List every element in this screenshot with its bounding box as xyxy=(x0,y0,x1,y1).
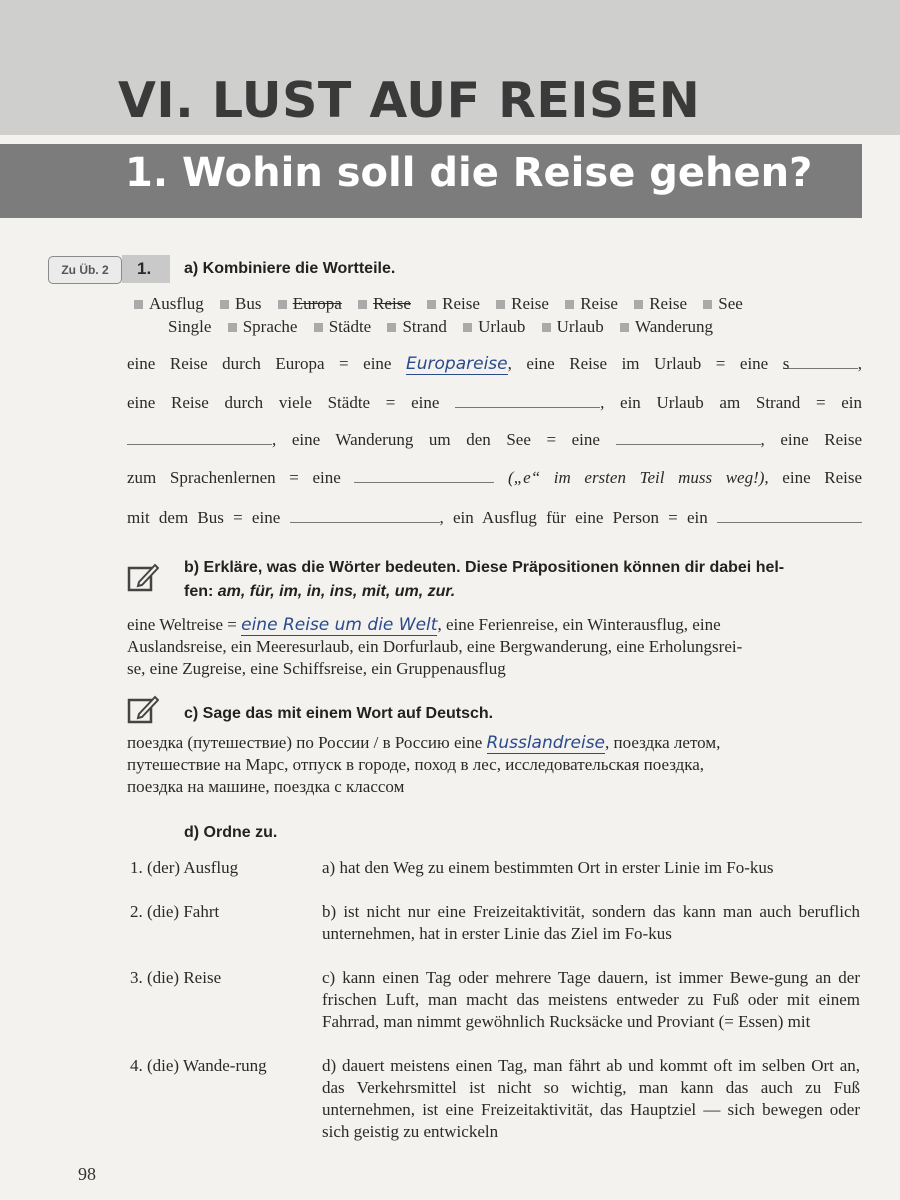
word: Bus xyxy=(235,294,262,313)
word: Urlaub xyxy=(478,317,526,336)
part-a-heading: a) Kombiniere die Wortteile. xyxy=(184,260,396,277)
handwritten-answer: eine Reise um die Welt xyxy=(241,615,438,635)
word: Städte xyxy=(328,317,372,336)
page-number: 98 xyxy=(78,1164,96,1184)
word: Reise xyxy=(511,294,549,313)
exercise-a-line5: mit dem Bus = eine , ein Ausflug für eine Person = ein xyxy=(127,508,862,528)
chapter-title: VI. LUST AUF REISEN xyxy=(118,72,701,129)
word: Wanderung xyxy=(635,317,713,336)
part-c-heading: c) Sage das mit einem Wort auf Deutsch. xyxy=(184,705,494,722)
match-label: 2. (die) Fahrt xyxy=(130,902,220,921)
word: Single xyxy=(168,317,212,336)
part-c-text: поездка (путешествие) по России / в Россию eine Russlandreise, поездка летом, путешествие на Марс, отпуск в городе, поход в лес, исследовательская поездка, поездка на машине, поездка с классом xyxy=(127,733,721,796)
answer-blank[interactable] xyxy=(616,430,761,445)
word-bank-row1 xyxy=(122,294,743,314)
write-icon xyxy=(127,562,159,592)
answer-blank[interactable] xyxy=(717,508,862,523)
match-definition: a) hat den Weg zu einem bestimmten Ort in erster Linie im Fo-kus xyxy=(322,858,774,877)
exercise-a-line2: eine Reise durch viele Städte = eine , ein Urlaub am Strand = ein xyxy=(127,393,862,412)
exercise-a-line4: zum Sprachenlernen = eine („e“ im ersten Teil muss weg!), eine Reise xyxy=(127,468,863,487)
write-icon xyxy=(127,694,159,724)
word: Reise xyxy=(442,294,480,313)
word: Sprache xyxy=(242,317,298,336)
word: Strand xyxy=(402,317,447,336)
match-definition: b) ist nicht nur eine Freizeitaktivität, sondern das kann man auch beruflich unternehmen, hat in erster Linie das Ziel im Fo-kus xyxy=(322,902,860,943)
match-label: 3. (die) Reise xyxy=(130,968,222,987)
match-definition: c) kann einen Tag oder mehrere Tage dauern, ist immer Bewe-gung an der frischen Luft, man macht das meistens entweder zu Fuß oder mit einem Fahrrad, man nimmt gewöhnlich Rucksäcke und Proviant (= Essen) mit xyxy=(322,968,860,1031)
word: Reise xyxy=(580,294,618,313)
answer-blank[interactable] xyxy=(354,468,494,483)
answer-blank[interactable]: s xyxy=(783,354,858,369)
answer-blank[interactable] xyxy=(290,508,440,523)
answer-blank[interactable] xyxy=(455,393,600,408)
exercise-number: 1. xyxy=(137,259,152,278)
match-definition: d) dauert meistens einen Tag, man fährt ab und kommt oft im selben Ort an, das Verkehrsmittel ist nicht so wichtig, man kann das auch zu Fuß unternehmen, ist eine Freizeitaktivität, das Hauptziel — sich bewegen oder sich geistig zu entwickeln xyxy=(322,1056,860,1141)
word: Reise xyxy=(649,294,687,313)
word: Urlaub xyxy=(556,317,604,336)
answer-blank[interactable] xyxy=(127,430,272,445)
zu-ub-tag: Zu Üb. 2 xyxy=(48,256,122,284)
match-label: 1. (der) Ausflug xyxy=(130,858,239,877)
part-d-heading: d) Ordne zu. xyxy=(184,824,278,841)
match-label: 4. (die) Wande-rung xyxy=(130,1056,267,1075)
exercise-a-line1: eine Reise durch Europa = eine Europareise, eine Reise im Urlaub = eine s , xyxy=(127,354,863,374)
word-crossed: Reise xyxy=(373,294,411,313)
part-b-text: eine Weltreise = eine Reise um die Welt, eine Ferienreise, ein Winterausflug, eine Auslandsreise, ein Meeresurlaub, ein Dorfurlaub, eine Bergwanderung, eine Erholungsrei- se, eine Zugreise, eine Schiffsreise, ein Gruppenausflug xyxy=(127,615,743,678)
word-crossed: Europa xyxy=(292,294,342,313)
handwritten-answer: Russlandreise xyxy=(486,733,606,753)
word-bank-row2 xyxy=(168,317,713,337)
word: See xyxy=(718,294,743,313)
handwritten-answer: Europareise xyxy=(406,354,508,374)
part-b-heading: b) Erkläre, was die Wörter bedeuten. Diese Präpositionen können dir dabei hel- fen: am, für, im, in, ins, mit, um, zur. xyxy=(184,559,785,600)
lesson-title: 1. Wohin soll die Reise gehen? xyxy=(125,150,813,196)
exercise-a-line3: , eine Wanderung um den See = eine , eine Reise xyxy=(127,430,862,450)
word: Ausflug xyxy=(149,294,204,313)
